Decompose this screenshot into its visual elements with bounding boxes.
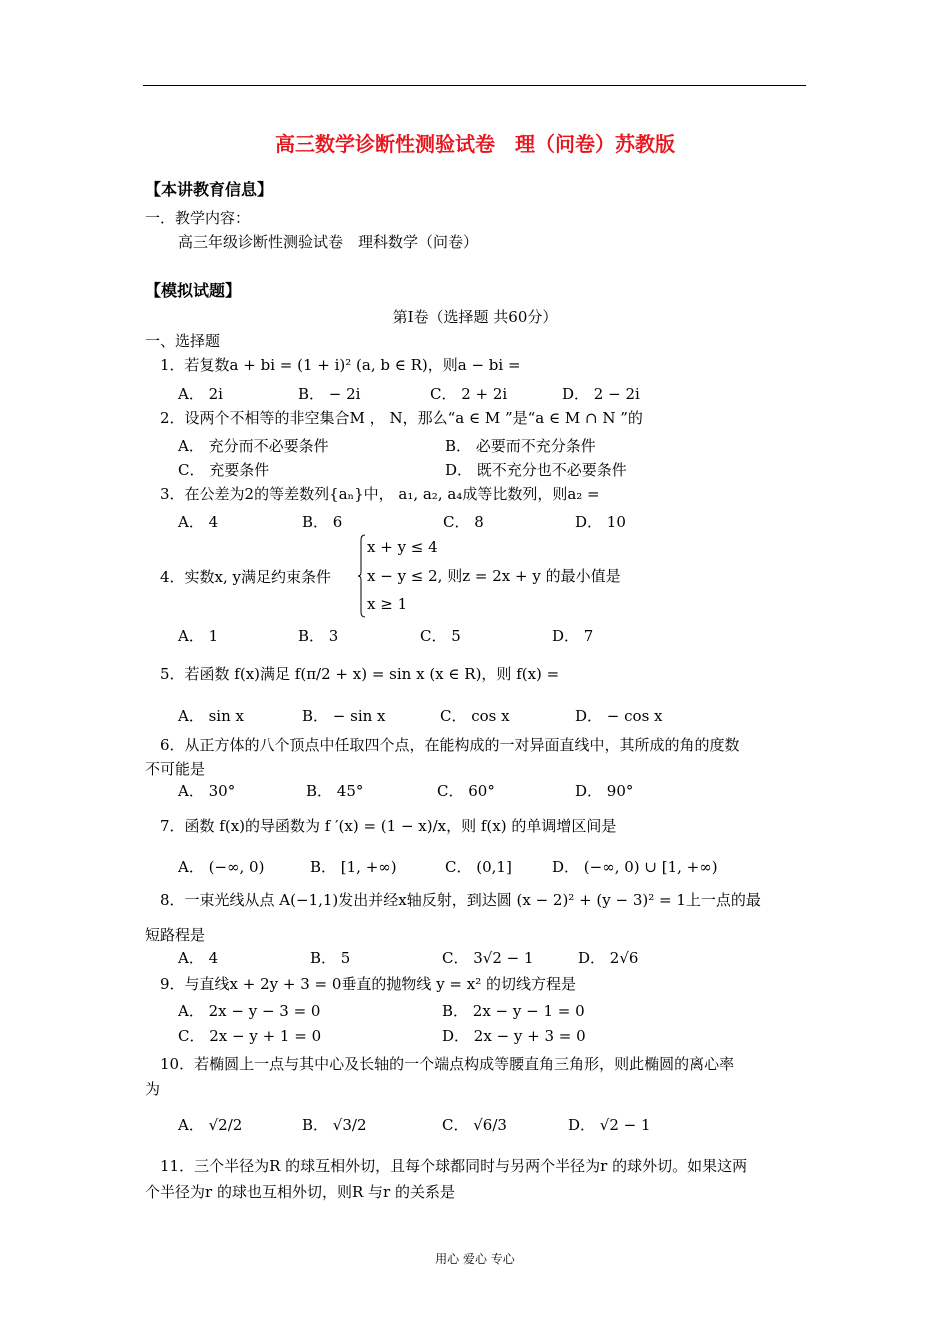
q8-option-d: D． 2√6 (578, 949, 639, 967)
q6-option-b: B． 45° (306, 782, 364, 800)
question-10-line-1: 10．若椭圆上一点与其中心及长轴的一个端点构成等腰直角三角形，则此椭圆的离心率 (160, 1055, 735, 1073)
q1-option-b: B． − 2i (298, 385, 361, 403)
q10-option-c: C． √6/3 (442, 1116, 507, 1134)
question-6-line-1: 6．从正方体的八个顶点中任取四个点，在能构成的一对异面直线中，其所成的角的度数 (160, 736, 740, 754)
q4-option-b: B． 3 (298, 627, 339, 645)
volume-title: 第Ⅰ卷（选择题 共60分） (392, 308, 558, 326)
question-5: 5．若函数 f(x)满足 f(π/2 + x) = sin x (x ∈ R)，则 f(x) = (160, 665, 560, 683)
question-8-line-2: 短路程是 (145, 926, 206, 944)
q4-option-a: A． 1 (178, 627, 219, 645)
part-heading: 一、选择题 (145, 332, 221, 350)
question-7: 7．函数 f(x)的导函数为 f ′(x) = (1 − x)/x，则 f(x) 的单调增区间是 (160, 817, 617, 835)
question-9: 9．与直线x + 2y + 3 = 0垂直的抛物线 y = x² 的切线方程是 (160, 975, 577, 993)
constraint-1: x + y ≤ 4 (367, 538, 438, 556)
q1-option-d: D． 2 − 2i (562, 385, 640, 403)
q1-option-a: A． 2i (178, 385, 223, 403)
q6-option-a: A． 30° (178, 782, 236, 800)
q10-option-d: D． √2 − 1 (568, 1116, 651, 1134)
q5-option-d: D． − cos x (575, 707, 663, 725)
question-2: 2．设两个不相等的非空集合M ， N，那么“a ∈ M ”是“a ∈ M ∩ N ”的 (160, 409, 643, 427)
q2-option-c: C． 充要条件 (178, 461, 270, 479)
q7-option-a: A． (−∞, 0) (178, 858, 265, 876)
q3-option-c: C． 8 (443, 513, 484, 531)
page-title: 高三数学诊断性测验试卷 理（问卷）苏教版 (275, 132, 675, 156)
q8-option-c: C． 3√2 − 1 (442, 949, 534, 967)
q7-option-b: B． [1, +∞) (310, 858, 397, 876)
constraint-3: x ≥ 1 (367, 595, 408, 613)
q2-option-b: B． 必要而不充分条件 (445, 437, 596, 455)
q3-option-a: A． 4 (178, 513, 219, 531)
question-3: 3．在公差为2的等差数列{aₙ}中， a₁, a₂, a₄成等比数列，则a₂ = (160, 485, 600, 503)
system-brace (358, 534, 364, 618)
q2-option-d: D． 既不充分也不必要条件 (445, 461, 627, 479)
q10-option-b: B． √3/2 (302, 1116, 367, 1134)
q5-option-a: A． sin x (178, 707, 244, 725)
top-rule (143, 85, 806, 86)
q8-option-a: A． 4 (178, 949, 219, 967)
q9-option-b: B． 2x − y − 1 = 0 (442, 1002, 585, 1020)
question-1: 1．若复数a + bi = (1 + i)² (a, b ∈ R)，则a − bi = (160, 356, 521, 374)
q8-option-b: B． 5 (310, 949, 351, 967)
page-footer: 用心 爱心 专心 (435, 1252, 515, 1266)
question-6-line-2: 不可能是 (145, 760, 206, 778)
q6-option-d: D． 90° (575, 782, 634, 800)
q4-option-d: D． 7 (552, 627, 594, 645)
question-11-line-1: 11．三个半径为R 的球互相外切，且每个球都同时与另两个半径为r 的球外切。如果这两 (160, 1157, 748, 1175)
constraint-2: x − y ≤ 2, 则z = 2x + y 的最小值是 (367, 567, 621, 585)
section-info-heading: 【本讲教育信息】 (145, 180, 274, 199)
q7-option-d: D． (−∞, 0) ∪ [1, +∞) (552, 858, 718, 876)
q5-option-b: B． − sin x (302, 707, 386, 725)
q9-option-d: D． 2x − y + 3 = 0 (442, 1027, 586, 1045)
q7-option-c: C． (0,1] (445, 858, 512, 876)
question-8-line-1: 8．一束光线从点 A(−1,1)发出并经x轴反射，到达圆 (x − 2)² + (y − 3)² = 1上一点的最 (160, 891, 761, 909)
q9-option-a: A． 2x − y − 3 = 0 (178, 1002, 321, 1020)
question-10-line-2: 为 (145, 1080, 161, 1098)
q3-option-b: B． 6 (302, 513, 343, 531)
q1-option-c: C． 2 + 2i (430, 385, 508, 403)
section-mock-heading: 【模拟试题】 (145, 281, 242, 300)
q4-option-c: C． 5 (420, 627, 461, 645)
q3-option-d: D． 10 (575, 513, 626, 531)
q5-option-c: C． cos x (440, 707, 510, 725)
q2-option-a: A． 充分而不必要条件 (178, 437, 329, 455)
question-4-prefix: 4．实数x, y满足约束条件 (160, 568, 332, 586)
section-info-item: 一．教学内容： (145, 209, 251, 227)
q6-option-c: C． 60° (437, 782, 495, 800)
q9-option-c: C． 2x − y + 1 = 0 (178, 1027, 322, 1045)
section-info-detail: 高三年级诊断性测验试卷 理科数学（问卷） (178, 233, 479, 251)
q10-option-a: A． √2/2 (178, 1116, 243, 1134)
question-11-line-2: 个半径为r 的球也互相外切，则R 与r 的关系是 (145, 1183, 455, 1201)
